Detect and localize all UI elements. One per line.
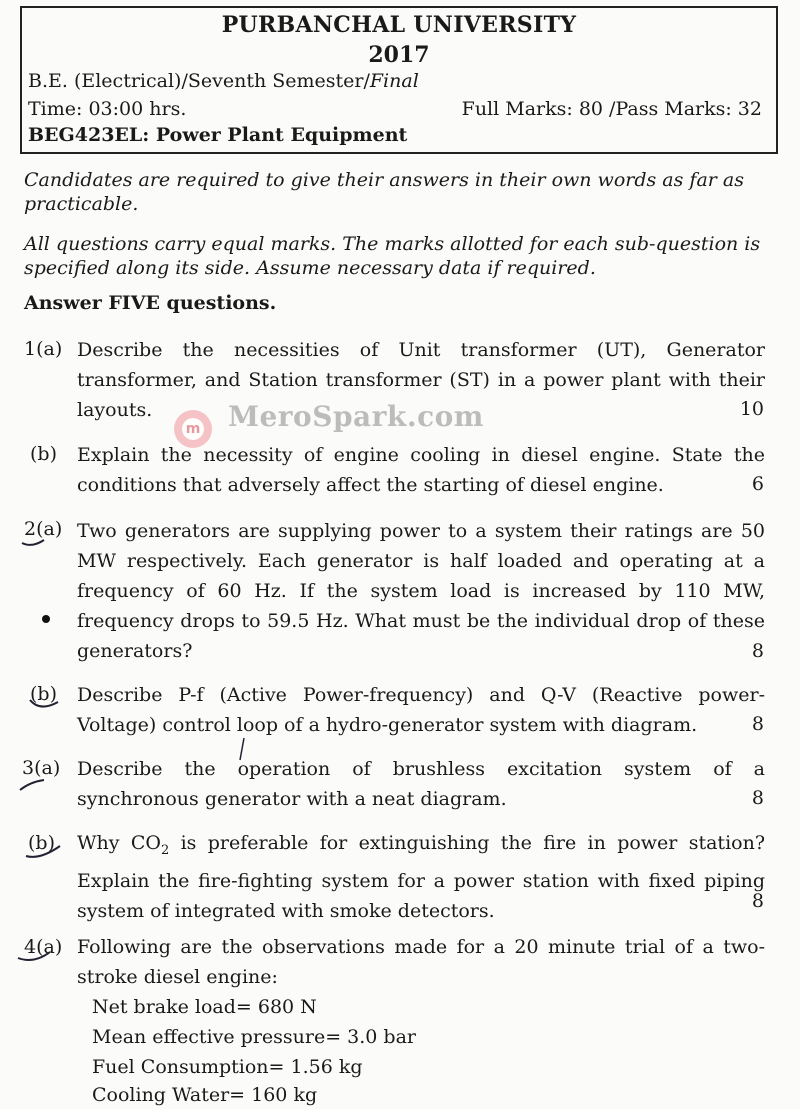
watermark-text: MeroSpark.com xyxy=(228,400,484,433)
pen-tick-3a xyxy=(20,780,44,790)
question-3b-prefix: Why CO xyxy=(77,832,161,854)
question-2a-number: 2(a) xyxy=(24,518,63,540)
instruction-own-words: Candidates are required to give their answers in their own words as far as practicable. xyxy=(24,169,744,215)
observation-brake-load: Net brake load= 680 N xyxy=(92,996,317,1018)
exam-year: 2017 xyxy=(368,42,430,68)
co2-subscript: 2 xyxy=(160,842,170,858)
question-1b-text: Explain the necessity of engine cooling in diesel engine. State the conditions that adversely affect the starting of diesel engine. xyxy=(77,444,765,496)
question-4a-number: 4(a) xyxy=(24,936,63,958)
question-2b-number: (b) xyxy=(30,683,57,705)
university-name: PURBANCHAL UNIVERSITY xyxy=(221,12,577,38)
exam-header xyxy=(20,6,778,154)
observation-fuel: Fuel Consumption= 1.56 kg xyxy=(92,1056,363,1078)
exam-time: Time: 03:00 hrs. xyxy=(28,98,187,120)
program-final: Final xyxy=(369,70,419,92)
question-2a-text: Two generators are supplying power to a system their ratings are 50 MW respectively. Each generator is half loaded and operating at a frequency of 60 Hz. If the system load is increased by 110 MW, frequency drops to 59.5 Hz. What must be the individual drop of these generators? xyxy=(77,520,765,662)
program-line xyxy=(28,70,419,92)
question-3b-text xyxy=(77,828,765,926)
question-1a-text: Describe the necessities of Unit transformer (UT), Generator transformer, and Station transformer (ST) in a power plant with their layouts. xyxy=(77,339,765,421)
question-3a-text: Describe the operation of brushless excitation system of a synchronous generator with a neat diagram. xyxy=(77,758,765,810)
question-1a-number: 1(a) xyxy=(24,338,63,360)
program-text: B.E. (Electrical)/Seventh Semester/ xyxy=(28,70,370,92)
logo-letter: m xyxy=(182,418,204,440)
observation-cooling-water: Cooling Water= 160 kg xyxy=(92,1084,318,1106)
observation-mep: Mean effective pressure= 3.0 bar xyxy=(92,1026,417,1048)
pen-underline-2a xyxy=(22,540,44,545)
answer-five-instruction: Answer FIVE questions. xyxy=(24,292,277,314)
question-4a-text: Following are the observations made for a 20 minute trial of a two-stroke diesel engine: xyxy=(77,936,765,988)
question-1a-marks: 10 xyxy=(739,398,764,420)
question-1b-number: (b) xyxy=(30,443,57,465)
question-2b-text: Describe P-f (Active Power-frequency) and Q-V (Reactive power-Voltage) control loop of a hydro-generator system with diagram. xyxy=(77,684,765,736)
question-3b-suffix: is preferable for extinguishing the fire in power station? Explain the fire-fighting system for a power station with fixed piping system of integrated with smoke detectors. xyxy=(77,832,766,922)
exam-marks: Full Marks: 80 /Pass Marks: 32 xyxy=(461,98,762,120)
question-3a-marks: 8 xyxy=(751,787,764,809)
ink-dot xyxy=(42,615,50,623)
question-2a-marks: 8 xyxy=(751,640,764,662)
instruction-equal-marks: All questions carry equal marks. The marks allotted for each sub-question is specified along its side. Assume necessary data if required. xyxy=(24,233,761,279)
question-2b-marks: 8 xyxy=(751,713,764,735)
question-1b-marks: 6 xyxy=(751,473,764,495)
question-3b-marks: 8 xyxy=(751,890,764,912)
course-title: BEG423EL: Power Plant Equipment xyxy=(28,124,408,146)
question-3b-number: (b) xyxy=(28,832,55,854)
question-3a-number: 3(a) xyxy=(22,757,61,779)
